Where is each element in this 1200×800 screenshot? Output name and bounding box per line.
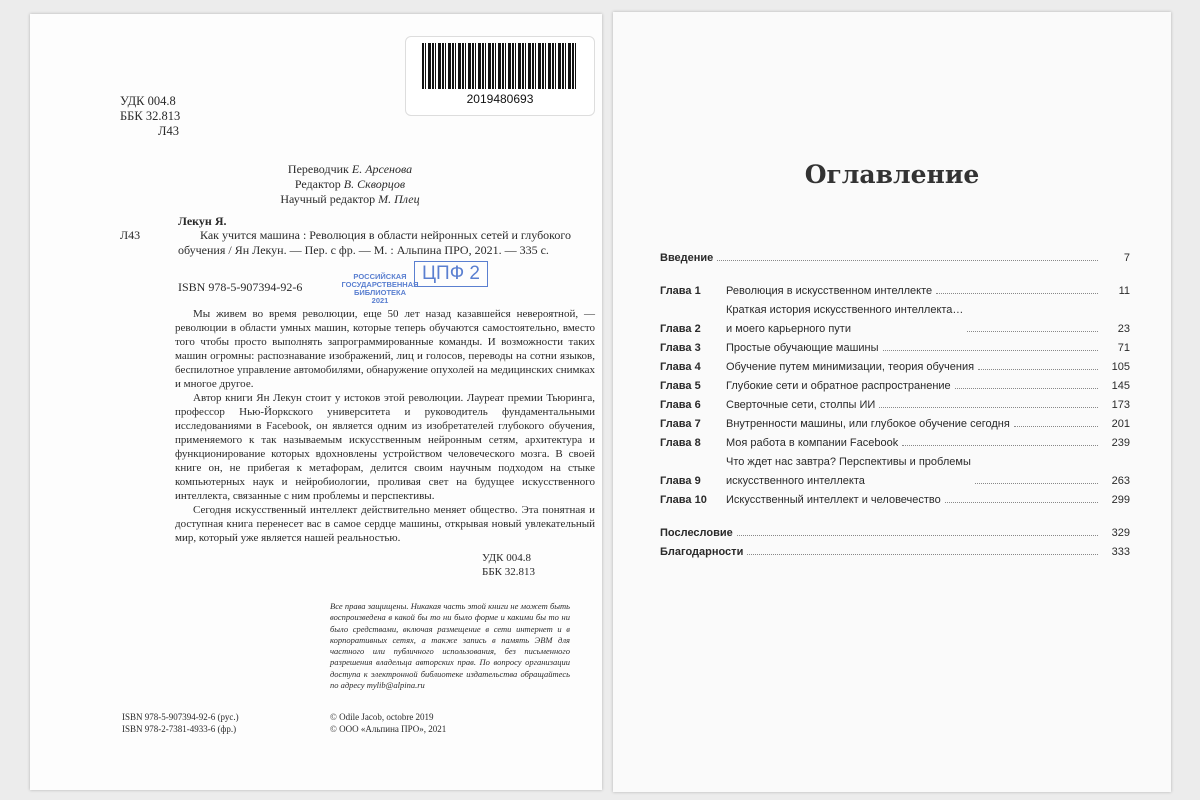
toc-label: Введение [660,252,714,264]
toc-label: Глава 3 [660,342,701,354]
toc-entry [660,285,1130,297]
toc-title: Моя работа в компании Facebook [726,437,899,449]
toc-entry [660,527,1130,539]
annotation-paragraph: Сегодня искусственный интеллект действительно меняет общество. Эта понятная и доступная книга перенесет вас в самое сердце машины, открывая новый увлекательный мир, который уже является нашей реальностью. [175,504,595,544]
toc-entry [660,342,1130,354]
credit-line: Редактор В. Скворцов [294,177,406,191]
author: Лекун Я. [178,214,227,228]
toc-label: Глава 5 [660,380,701,392]
classification [120,94,180,139]
toc-page: 23 [1117,323,1130,335]
leader-dots [717,260,1098,261]
toc-title-wrap [726,285,1102,297]
toc-page: 71 [1117,342,1130,354]
toc-page: 11 [1118,285,1130,297]
barcode-sticker [405,36,595,116]
toc-title-wrap [660,546,1102,558]
bbk: ББК 32.813 [120,109,181,123]
toc-label: Глава 4 [660,361,701,373]
leader-dots [883,350,1098,351]
leader-dots [978,369,1098,370]
annotation-block [175,307,595,691]
annotation-paragraph: Мы живем во время революции, еще 50 лет назад казавшейся невероятной, — революции в области умных машин, которые теперь обучаются самостоятельно, вместо того чтобы просто выполнять запрограммированные команды. И возможности таких машин огромны: распознавание изображений, лиц и голосов, переводы на сотни языков, беспилотное управление автомобилями, обнаружение опухолей на медицинских снимках и многое другое. [175,308,595,390]
library-stamp: РОССИЙСКАЯ ГОСУДАРСТВЕННАЯ БИБЛИОТЕКА 2021 [341,272,419,305]
cpf-stamp: ЦПФ 2 [414,261,488,287]
leader-dots [879,407,1098,408]
toc-label: Послесловие [660,527,733,539]
leader-dots [902,445,1098,446]
toc-title-wrap [726,304,1102,335]
toc-label: Глава 9 [660,475,701,487]
contents-page [613,12,1171,792]
toc-title-wrap [726,361,1102,373]
toc-title: Сверточные сети, столпы ИИ [726,399,876,411]
toc-label: Глава 2 [660,323,701,335]
author-code-2: Л43 [120,228,141,242]
toc-title-wrap [726,380,1102,392]
leader-dots [936,293,1098,294]
toc-entry [660,546,1130,558]
toc-label: Глава 7 [660,418,701,430]
classification-2: УДК 004.8 ББК 32.813 [482,552,535,578]
toc-page: 173 [1111,399,1130,411]
copyright-list: © Odile Jacob, octobre 2019 © ООО «Альпина ПРО», 2021 [330,712,447,734]
rights-notice: Все права защищены. Никакая часть этой книги не может быть воспроизведена в какой бы то ни было форме и какими бы то ни было средствами, включая размещение в сети интернет и в корпоративных сетях, а также запись в память ЭВМ для частного или публичного использования, без письменного разрешения владельца авторских прав. По вопросу организации доступа к электронной библиотеке издательства обращайтесь по адресу mylib@alpina.ru [330,601,570,691]
leader-dots [975,483,1098,484]
toc-title: Глубокие сети и обратное распространение [726,380,951,392]
toc-title: Простые обучающие машины [726,342,879,354]
toc-page: 201 [1111,418,1130,430]
toc-entry [660,380,1130,392]
toc-title-wrap [726,437,1102,449]
toc-title-wrap [726,399,1102,411]
toc-title: Что ждет нас завтра? Перспективы и проблемы [726,456,971,468]
toc-page: 333 [1111,546,1130,558]
bibliographic-record: Как учится машина : Революция в области нейронных сетей и глубокого обучения / Ян Лекун. — Пер. с фр. — М. : Альпина ПРО, 2021. — 335 с. [178,228,572,257]
annotation-paragraph: Автор книги Ян Лекун стоит у истоков этой революции. Лауреат премии Тьюринга, профессор Нью-Йоркского университета и руководитель фундаментальными исследованиями в Facebook, он является одним из изобретателей глубокого обучения, применяемого к так называемым искусственным нейронным сетям, архитектура и функционирование которых вдохновлены устройством человеческого мозга. В своей книге он, не прибегая к метафорам, делится своим научным подходом на стыке компьютерных наук и нейробиологии, проливая свет на будущее искусственного интеллекта, связанные с ним проблемы и перспективы. [175,392,595,502]
toc-title-wrap [660,527,1102,539]
toc-page: 299 [1111,494,1130,506]
leader-dots [967,331,1098,332]
credit-line: Переводчик Е. Арсенова [287,162,413,176]
leader-dots [737,535,1098,536]
copyright-page [30,14,602,790]
toc-title-cont: искусственного интеллекта [726,475,865,487]
toc-title: Искусственный интеллект и человечество [726,494,941,506]
toc-entry [660,437,1130,449]
toc-label: Благодарности [660,546,744,558]
toc-entry [660,304,1130,335]
table-of-contents [660,252,1130,565]
toc-title-wrap [726,342,1102,354]
toc-label: Глава 8 [660,437,701,449]
barcode [422,43,578,89]
leader-dots [747,554,1098,555]
annotation [175,307,595,545]
toc-entry [660,361,1130,373]
toc-title: Краткая история искусственного интеллекта… [726,304,964,316]
toc-title: Революция в искусственном интеллекте [726,285,933,297]
toc-page: 263 [1111,475,1130,487]
leader-dots [1014,426,1098,427]
barcode-number: 2019480693 [466,92,534,106]
toc-title-wrap [660,252,1102,264]
leader-dots [955,388,1098,389]
toc-title-wrap [726,418,1102,430]
toc-entry [660,399,1130,411]
toc-title-wrap [726,494,1102,506]
toc-entry [660,456,1130,487]
toc-page: 7 [1123,252,1130,264]
toc-label: Глава 1 [660,285,701,297]
toc-entry [660,252,1130,264]
toc-entry [660,494,1130,506]
credit-line: Научный редактор М. Плец [280,192,420,206]
toc-page: 329 [1111,527,1130,539]
isbn-list: ISBN 978-5-907394-92-6 (рус.) ISBN 978-2-7381-4933-6 (фр.) [122,712,239,734]
leader-dots [945,502,1098,503]
toc-title-wrap [726,456,1102,487]
toc-page: 145 [1111,380,1130,392]
isbn: ISBN 978-5-907394-92-6 [178,280,303,294]
toc-title: Внутренности машины, или глубокое обучение сегодня [726,418,1010,430]
credits [30,162,670,207]
toc-page: 105 [1111,361,1130,373]
toc-label: Глава 6 [660,399,701,411]
author-code: Л43 [158,124,179,138]
toc-label: Глава 10 [660,494,707,506]
udk: УДК 004.8 [120,94,176,108]
toc-title-cont: и моего карьерного пути [726,323,851,335]
toc-page: 239 [1111,437,1130,449]
page-title: Оглавление [804,160,980,189]
toc-title: Обучение путем минимизации, теория обучения [726,361,975,373]
toc-entry [660,418,1130,430]
